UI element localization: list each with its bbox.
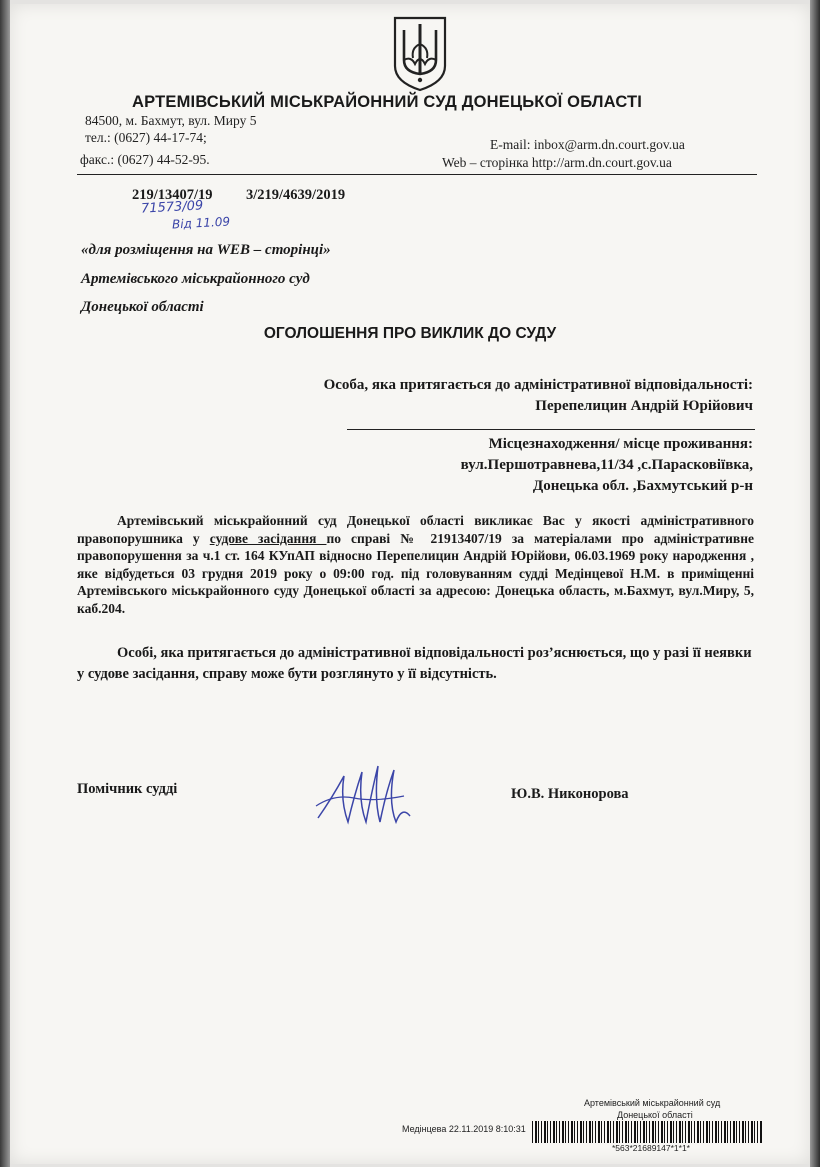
court-email: E-mail: inbox@arm.dn.court.gov.ua xyxy=(490,137,685,152)
handwritten-signature xyxy=(314,756,414,832)
page-title: ОГОЛОШЕННЯ ПРО ВИКЛИК ДО СУДУ xyxy=(263,325,557,342)
signatory-role: Помічник судді xyxy=(77,781,178,797)
court-website: Web – сторінка http://arm.dn.court.gov.ua xyxy=(442,155,672,170)
address-line-1: вул.Першотравнева,11/34 ,с.Парасковіївка, xyxy=(460,457,753,473)
signatory-name: Ю.В. Никонорова xyxy=(511,786,629,802)
hearing-term: судове засідання xyxy=(209,530,327,546)
web-placement-note: «для розміщення на WEB – сторінці» xyxy=(81,242,331,258)
region-name: Донецької області xyxy=(81,299,204,315)
registry-operator-timestamp: Медінцева 22.11.2019 8:10:31 xyxy=(402,1124,526,1134)
absence-notice-paragraph: Особі, яка притягається до адміністративної відповідальності роз’яснюється, що у разі її неявки у судове засідання, справу може бути розглянуто у її відсутність. xyxy=(77,645,752,682)
person-divider xyxy=(347,429,755,430)
barcode-text: *563*21689147*1*1* xyxy=(612,1143,690,1153)
location-label: Місцезнаходження/ місце проживання: xyxy=(488,436,753,452)
registry-barcode xyxy=(532,1121,762,1143)
document-number: 3/219/4639/2019 xyxy=(246,187,346,203)
person-name: Перепелицин Андрій Юрійович xyxy=(535,398,753,414)
header-divider xyxy=(77,174,757,175)
court-name-genitive: Артемівського міськрайонного суд xyxy=(81,271,310,287)
address-line-2: Донецька обл. ,Бахмутський р-н xyxy=(532,478,753,494)
summons-text-end: по справі № 21913407/19 за матеріалами про адміністративне правопорушення за ч.1 ст. 164 КУпАП відносно Перепелицин Андрій Юрійови, 06.03.1969 року народження , яке відбудеться 03 грудня 2019 року о 09:00 год. під головуванням судді Медінцевої Н.М. в приміщенні Артемівського міськрайонного суду Донецької області за адресою: Донецька область, м.Бахмут, вул.Миру, 5, каб.204. xyxy=(77,530,754,616)
summons-text-start: Артемівський міськрайонний суд Донецької області викликає Вас у якості адміністративного правопорушника у xyxy=(77,513,754,546)
registry-court-line-1: Артемівський міськрайонний суд xyxy=(584,1098,721,1108)
trident-emblem-icon xyxy=(391,14,449,92)
court-address: 84500, м. Бахмут, вул. Миру 5 xyxy=(85,113,257,128)
scan-right-edge xyxy=(810,0,820,1167)
court-phone: тел.: (0627) 44-17-74; xyxy=(85,130,207,145)
handwritten-date: Від 11.09 xyxy=(171,214,231,232)
handwritten-number: 71573/09 xyxy=(140,198,204,217)
court-name: АРТЕМІВСЬКИЙ МІСЬКРАЙОННИЙ СУД ДОНЕЦЬКОЇ ОБЛАСТІ xyxy=(132,93,643,111)
summons-paragraph xyxy=(77,512,754,617)
scan-left-edge xyxy=(0,0,10,1167)
case-number: 219/13407/19 xyxy=(132,187,213,203)
registry-court-line-2: Донецької області xyxy=(617,1110,693,1120)
court-fax: факс.: (0627) 44-52-95. xyxy=(80,152,210,167)
person-label: Особа, яка притягається до адміністративної відповідальності: xyxy=(323,377,753,393)
